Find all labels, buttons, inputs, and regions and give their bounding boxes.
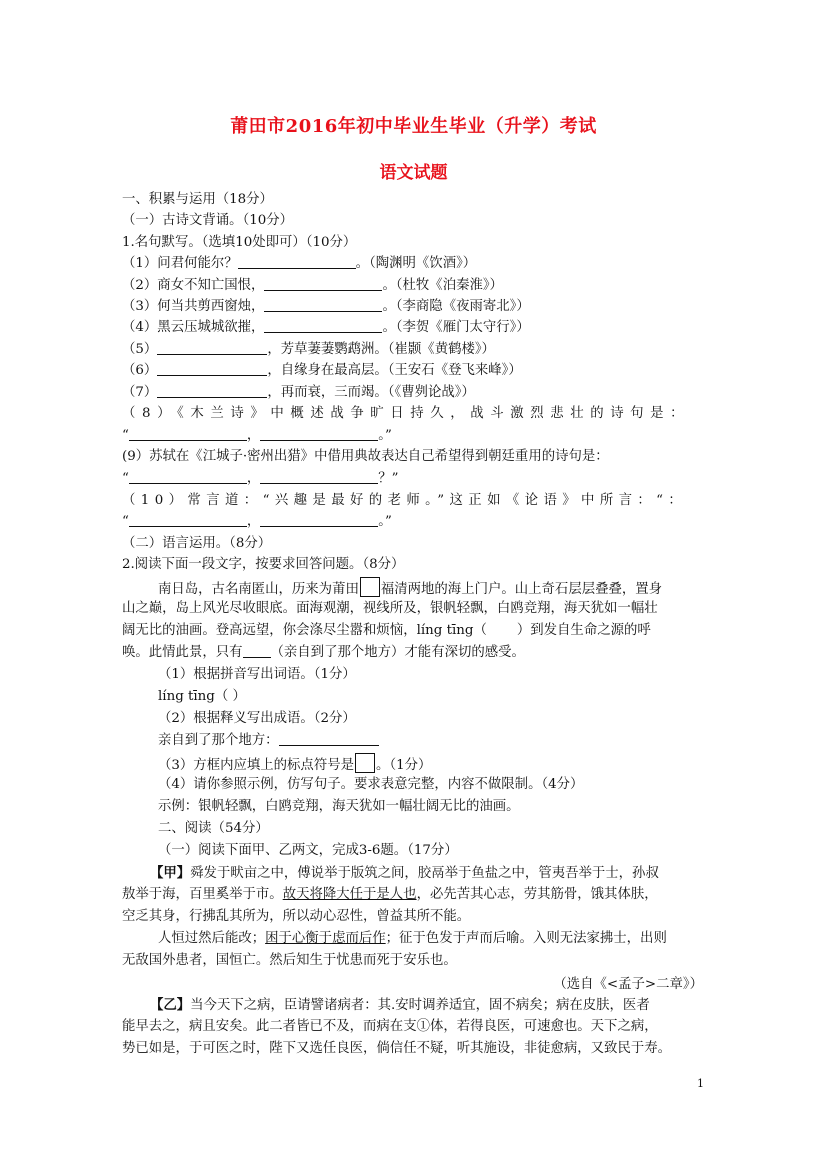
q1-item-8: （8）《木兰诗》中概述战争旷日持久，战斗激烈悲壮的诗句是： xyxy=(122,406,691,421)
text-yi-line: 【乙】当今天下之病，臣请譬诸病者：其.安时调养适宜，固不病矣；病在皮肤，医者 xyxy=(150,997,650,1013)
underlined-sentence: 故天将降大任于是人也 xyxy=(282,887,417,902)
sub-question-4-example: 示例：银帆轻飘，白鸥竞翔，海天犹如一幅壮阔无比的油画。 xyxy=(158,799,520,814)
q1-item: （6） ，自缘身在最高层。（王安石《登飞来峰》） xyxy=(122,363,522,378)
text-yi-line: 势已如是，于可医之时，陛下又选任良医，倘信任不疑，听其施设，非徒愈病，又致民于寿。 xyxy=(122,1041,672,1056)
answer-blank[interactable] xyxy=(279,731,379,746)
answer-blank[interactable] xyxy=(238,254,356,269)
answer-blank[interactable] xyxy=(157,361,267,376)
answer-blank[interactable] xyxy=(129,426,247,441)
section-2-1-heading: （一）阅读下面甲、乙两文，完成3-6题。（17分） xyxy=(158,843,458,858)
answer-blank[interactable] xyxy=(260,512,378,527)
q1-item: （7） ，再而衰，三而竭。（《曹刿论战》） xyxy=(122,385,475,400)
text-yi-line: 能早去之，病且安矣。此二者皆已不及，而病在支①体，若得良医，可速愈也。天下之病， xyxy=(122,1019,658,1034)
answer-blank[interactable] xyxy=(260,426,378,441)
sub-question-1: （1）根据拼音写出词语。（1分） xyxy=(158,667,356,682)
question-1: 1.名句默写。（选填10处即可）（10分） xyxy=(122,235,357,250)
passage-line: 阔无比的油画。登高远望，你会涤尽尘嚣和烦恼，líng tīng（ ）到发自生命之源的呼 xyxy=(122,623,651,638)
passage-line: 南日岛，古名南匿山，历来为莆田 福清两地的海上门户。山上奇石层层叠叠，置身 xyxy=(158,577,662,600)
section-1-2-heading: （二）语言运用。（8分） xyxy=(122,536,272,551)
q1-item-10: （10）常言道：“兴趣是最好的老师。”这正如《论语》中所言：“： xyxy=(122,493,688,508)
sub-question-2: （2）根据释义写出成语。（2分） xyxy=(158,711,356,726)
sub-question-3: （3）方框内应填上的标点符号是 。（1分） xyxy=(158,753,431,776)
answer-blank[interactable] xyxy=(264,297,382,312)
text-jia-line: 敖举于海，百里奚举于市。故天将降大任于是人也，必先苦其心志，劳其筋骨，饿其体肤， xyxy=(122,887,658,902)
sub-question-1-answer[interactable]: líng tīng（ ） xyxy=(158,689,246,704)
passage-line: 唤。此情此景，只有 （亲自到了那个地方）才能有深切的感受。 xyxy=(122,645,525,660)
answer-blank[interactable] xyxy=(243,643,271,658)
q1-item: （2）商女不知亡国恨， 。（杜牧《泊秦淮》） xyxy=(122,278,503,293)
answer-blank[interactable] xyxy=(264,318,382,333)
section-2-heading: 二、阅读（54分） xyxy=(158,821,269,836)
sub-question-4: （4）请你参照示例，仿写句子。要求表意完整，内容不做限制。（4分） xyxy=(158,777,584,792)
underlined-sentence: 困于心衡于虑而后作 xyxy=(265,931,386,946)
section-1-heading: 一、积累与运用（18分） xyxy=(122,192,273,207)
q1-item: （4）黑云压城城欲摧， 。（李贺《雁门太守行》） xyxy=(122,320,530,335)
q1-item-10-blanks: “ ， 。” xyxy=(122,514,392,529)
page-title: 莆田市2016年初中毕业生毕业（升学）考试 xyxy=(230,116,597,137)
text-jia-line: 人恒过然后能改；困于心衡于虑而后作；征于色发于声而后喻。入则无法家拂士，出则 xyxy=(158,931,667,946)
page-subtitle: 语文试题 xyxy=(379,163,448,183)
q1-item-9: (9）苏轼在《江城子·密州出猎》中借用典故表达自己希望得到朝廷重用的诗句是： xyxy=(122,449,609,464)
text-yi-tag: 【乙】 xyxy=(150,997,191,1013)
passage-line: 山之巅，岛上风光尽收眼底。面海观潮，视线所及，银帆轻飘，白鸥竞翔，海天犹如一幅壮 xyxy=(122,601,658,616)
q1-item-9-blanks: “ ， ？” xyxy=(122,471,399,486)
answer-blank[interactable] xyxy=(260,469,378,484)
question-2: 2.阅读下面一段文字，按要求回答问题。（8分） xyxy=(122,557,405,572)
section-1-1-heading: （一）古诗文背诵。（10分） xyxy=(122,213,294,228)
punctuation-box[interactable] xyxy=(355,753,375,773)
q1-item-8-blanks: “ ， 。” xyxy=(122,428,392,443)
text-jia-line: 空乏其身，行拂乱其所为，所以动心忍性，曾益其所不能。 xyxy=(122,909,471,924)
text-jia-tag: 【甲】 xyxy=(150,865,191,881)
punctuation-box[interactable] xyxy=(360,577,380,597)
text-jia-line: 无敌国外患者，国恒亡。然后知生于忧患而死于安乐也。 xyxy=(122,953,457,968)
q1-item: （5） ，芳草萋萋鹦鹉洲。（崔颢《黄鹤楼》） xyxy=(122,342,495,357)
answer-blank[interactable] xyxy=(129,469,247,484)
q1-item: （3）何当共剪西窗烛， 。（李商隐《夜雨寄北》） xyxy=(122,299,530,314)
answer-blank[interactable] xyxy=(157,383,267,398)
answer-blank[interactable] xyxy=(264,276,382,291)
q1-item: （1）问君何能尔？ 。（陶渊明《饮酒》） xyxy=(122,256,477,271)
answer-blank[interactable] xyxy=(157,340,267,355)
answer-blank[interactable] xyxy=(129,512,247,527)
sub-question-2-answer: 亲自到了那个地方： xyxy=(158,731,379,751)
page-number: 1 xyxy=(697,1077,704,1090)
text-jia-source: （选自《<孟子>二章》） xyxy=(553,977,703,992)
text-jia-line: 【甲】舜发于畎亩之中，傅说举于版筑之间，胶鬲举于鱼盐之中，管夷吾举于士，孙叔 xyxy=(150,865,659,881)
